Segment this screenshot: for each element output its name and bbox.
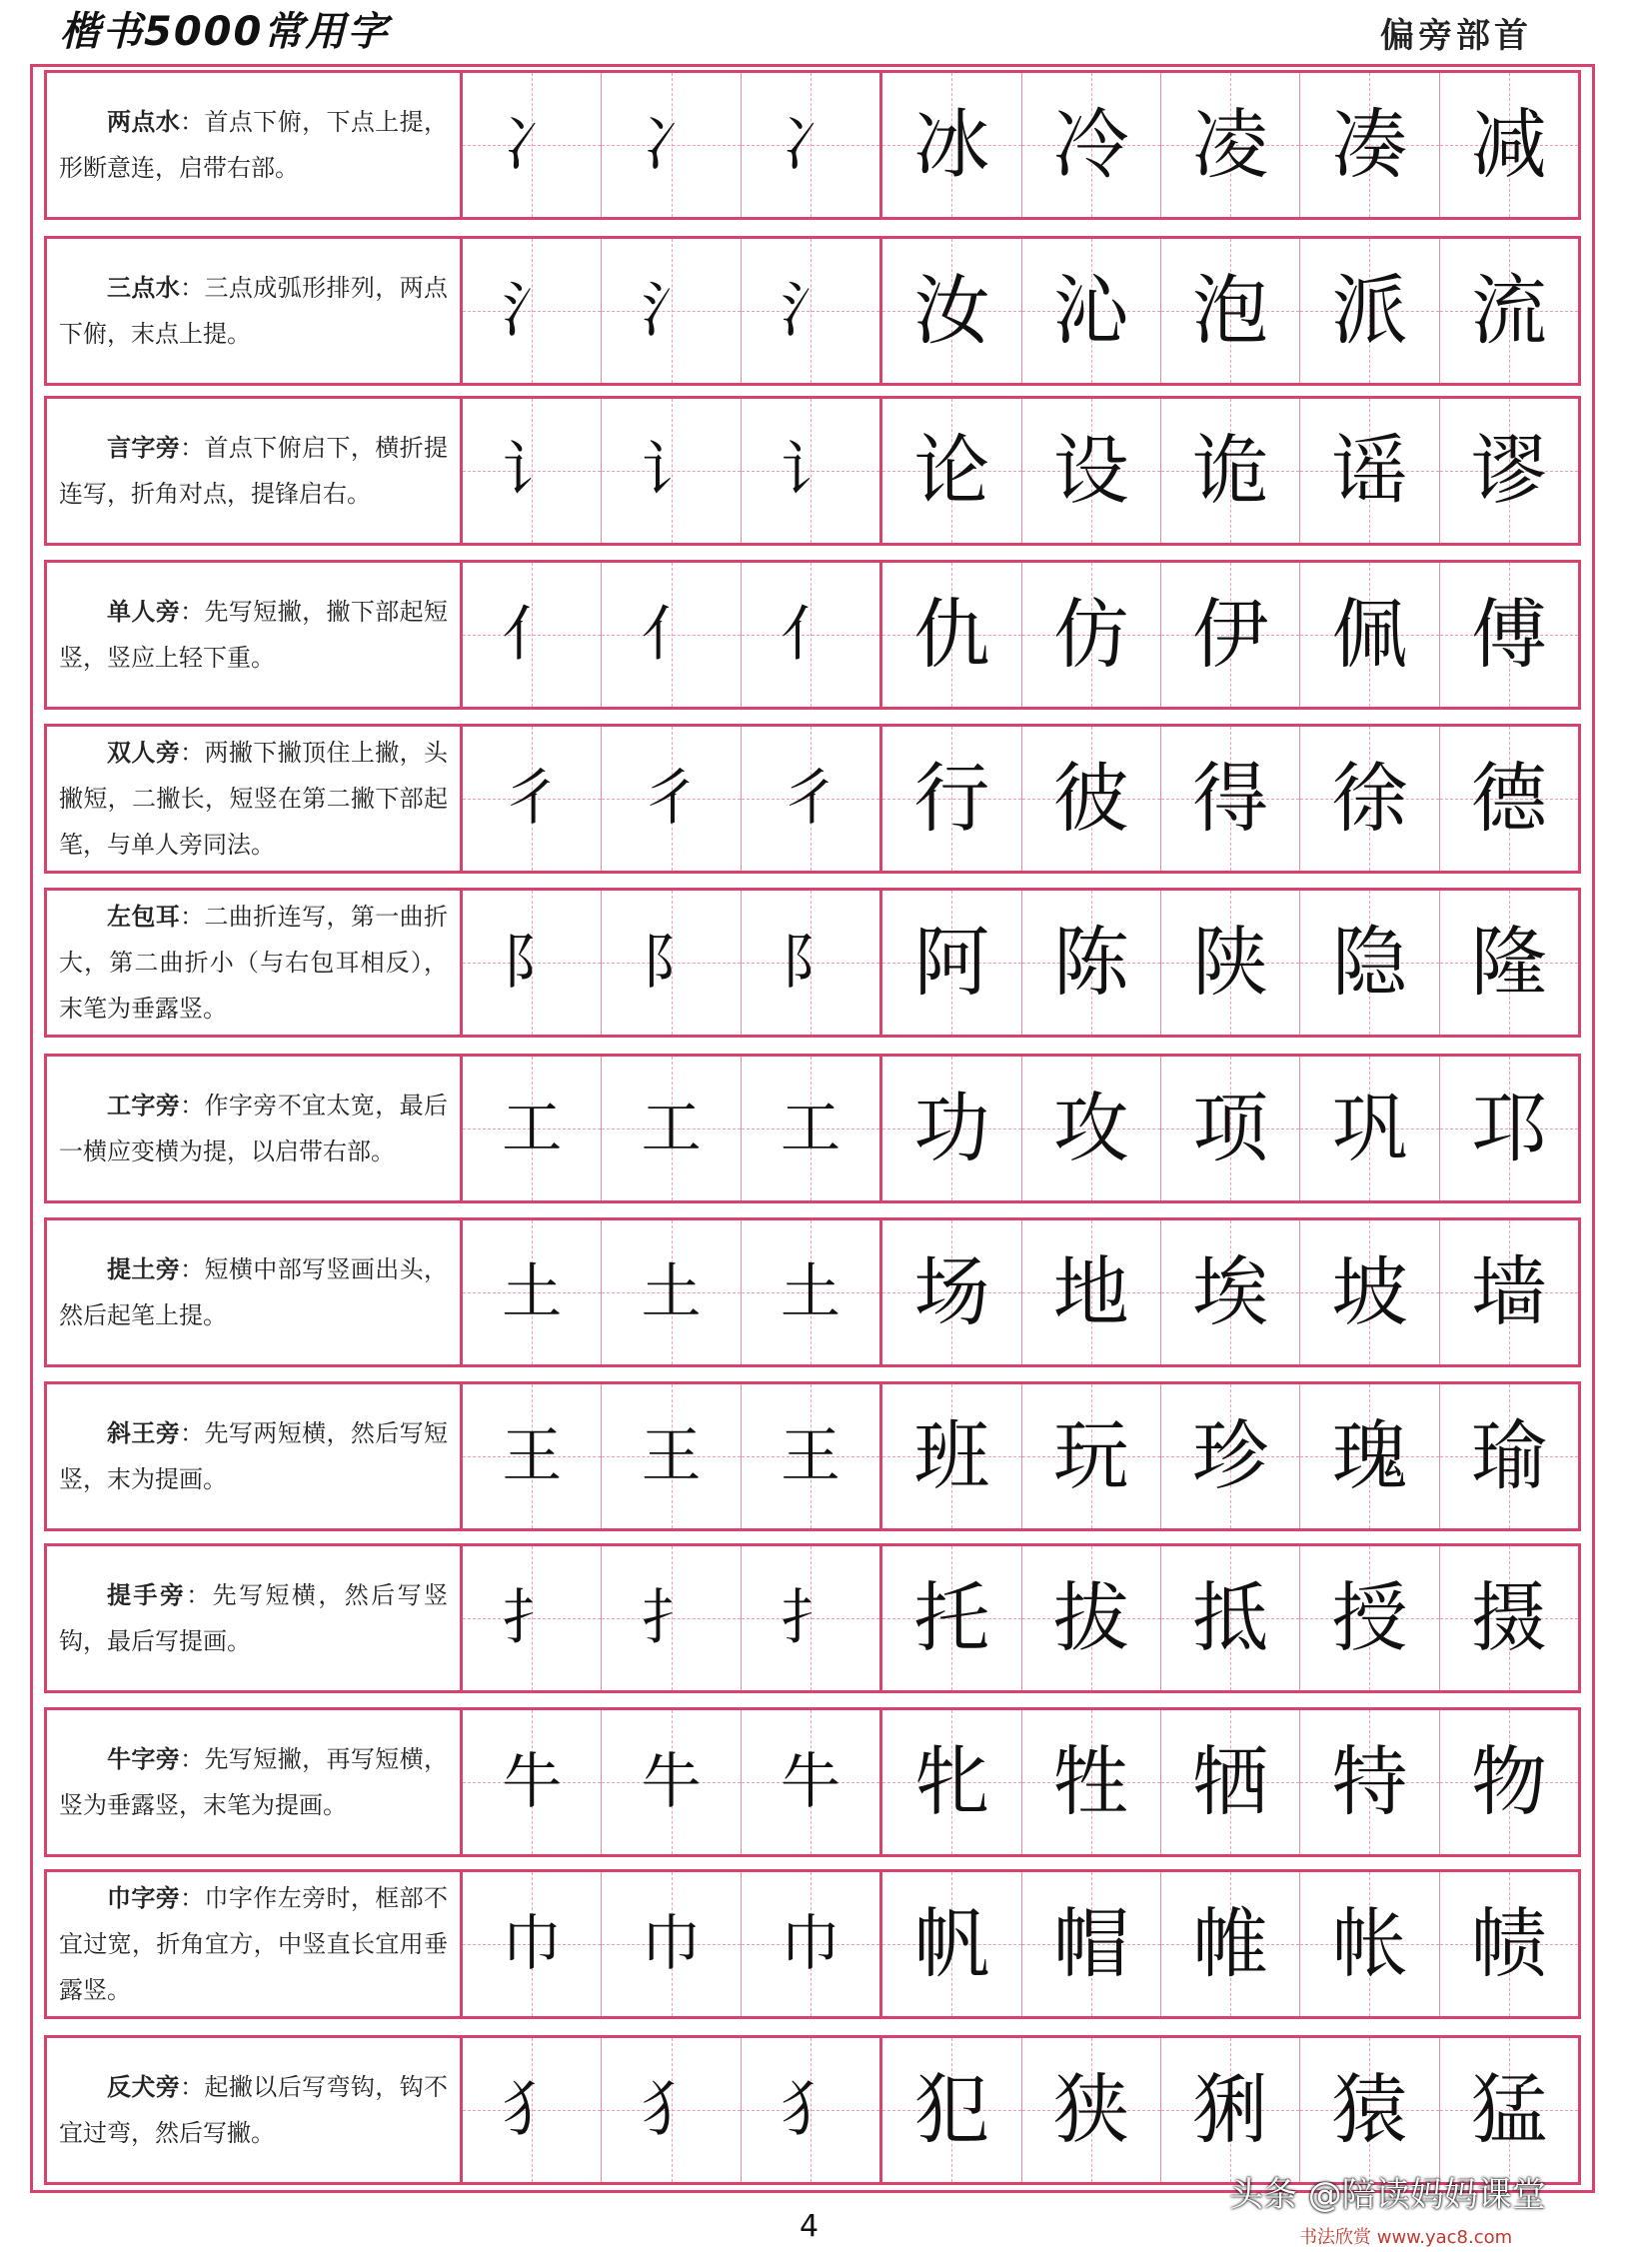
example-character: 谣 xyxy=(1331,426,1408,515)
radical-description xyxy=(47,239,463,383)
example-character-cell xyxy=(1022,1057,1161,1200)
radical-practice-cell xyxy=(602,1220,741,1364)
radical-name: 双人旁 xyxy=(107,739,181,767)
practice-row xyxy=(44,1869,1581,2019)
radical-rule-text: ：先写短撇，撇下部起短竖，竖应上轻下重。 xyxy=(59,598,449,672)
radical-glyph: 亻 xyxy=(502,600,563,670)
example-character-cell xyxy=(1300,1384,1439,1528)
radical-practice-cell xyxy=(463,1057,602,1200)
example-character-cell xyxy=(1440,563,1578,707)
radical-glyph: 王 xyxy=(641,1421,702,1491)
radical-description xyxy=(47,1710,463,1854)
example-character-cell xyxy=(882,1220,1021,1364)
example-character-cell xyxy=(1161,239,1300,383)
radical-name: 单人旁 xyxy=(107,598,181,626)
example-character: 托 xyxy=(913,1573,990,1662)
example-character-cell xyxy=(1022,239,1161,383)
example-character: 狭 xyxy=(1052,2065,1129,2154)
radical-name: 斜王旁 xyxy=(107,1419,181,1447)
radical-glyph: 土 xyxy=(502,1257,563,1327)
radical-practice-cell xyxy=(602,563,741,707)
radical-practice-cell xyxy=(463,1220,602,1364)
example-character: 隆 xyxy=(1470,918,1547,1007)
example-character: 班 xyxy=(913,1411,990,1500)
example-character-cell xyxy=(882,2038,1021,2182)
example-character-cell xyxy=(1022,563,1161,707)
example-character: 场 xyxy=(913,1247,990,1336)
radical-glyph: 扌 xyxy=(641,1583,702,1653)
example-character: 拔 xyxy=(1052,1573,1129,1662)
example-character-cell xyxy=(882,239,1021,383)
radical-name: 牛字旁 xyxy=(107,1745,181,1773)
example-character: 凑 xyxy=(1331,100,1408,189)
practice-row xyxy=(44,236,1581,386)
example-character: 玩 xyxy=(1052,1411,1129,1500)
radical-glyph: 牛 xyxy=(780,1747,840,1817)
example-character: 仿 xyxy=(1052,590,1129,679)
radical-practice-cell xyxy=(742,1710,882,1854)
radical-rule-text: ：首点下俯，下点上提，形断意连，启带右部。 xyxy=(59,108,449,182)
example-character-cell xyxy=(1300,563,1439,707)
radical-glyph: 巾 xyxy=(641,1909,702,1979)
radical-practice-cell xyxy=(602,1384,741,1528)
practice-row xyxy=(44,1217,1581,1367)
example-character: 猁 xyxy=(1192,2065,1269,2154)
section-title: 偏旁部首 xyxy=(1380,16,1532,56)
radical-glyph: 犭 xyxy=(641,2075,702,2145)
example-character: 猿 xyxy=(1331,2065,1408,2154)
radical-description xyxy=(47,1546,463,1690)
radical-rule-text: ：三点成弧形排列，两点下俯，末点上提。 xyxy=(59,274,449,348)
radical-description xyxy=(47,73,463,217)
radical-name: 工字旁 xyxy=(107,1092,181,1120)
radical-glyph: 牛 xyxy=(502,1747,563,1817)
radical-practice-cell xyxy=(602,73,741,217)
example-character: 彼 xyxy=(1052,754,1129,843)
example-character-cell xyxy=(1161,1546,1300,1690)
example-character: 帽 xyxy=(1052,1899,1129,1988)
radical-glyph: 冫 xyxy=(641,110,702,180)
example-character-cell xyxy=(1161,1057,1300,1200)
radical-glyph: 讠 xyxy=(780,436,840,506)
radical-practice-cell xyxy=(463,239,602,383)
radical-practice-cell xyxy=(742,73,882,217)
example-character-cell xyxy=(1022,73,1161,217)
example-character: 坡 xyxy=(1331,1247,1408,1336)
example-character-cell xyxy=(1161,399,1300,543)
radical-description xyxy=(47,563,463,707)
example-character: 地 xyxy=(1052,1247,1129,1336)
example-character: 牲 xyxy=(1052,1737,1129,1826)
example-character: 流 xyxy=(1470,266,1547,355)
page-number: 4 xyxy=(800,2209,820,2244)
example-character-cell xyxy=(1300,1710,1439,1854)
example-character: 得 xyxy=(1192,754,1269,843)
example-character-cell xyxy=(882,1057,1021,1200)
example-character-cell xyxy=(882,1872,1021,2016)
radical-practice-cell xyxy=(742,399,882,543)
example-character-cell xyxy=(1022,1546,1161,1690)
radical-practice-cell xyxy=(463,891,602,1035)
radical-rule-text: ：两撇下撇顶住上撇，头撇短，二撇长，短竖在第二撇下部起笔，与单人旁同法。 xyxy=(59,739,449,859)
example-character-cell xyxy=(1440,1872,1578,2016)
practice-row xyxy=(44,1543,1581,1693)
example-character-cell xyxy=(1440,727,1578,871)
radical-name: 巾字旁 xyxy=(107,1884,181,1912)
radical-glyph: 彳 xyxy=(780,764,840,834)
example-character: 帷 xyxy=(1192,1899,1269,1988)
radical-practice-cell xyxy=(742,1546,882,1690)
radical-glyph: 讠 xyxy=(641,436,702,506)
example-character-cell xyxy=(882,399,1021,543)
example-character: 墙 xyxy=(1470,1247,1547,1336)
example-character: 德 xyxy=(1470,754,1547,843)
radical-practice-cell xyxy=(742,563,882,707)
example-character-cell xyxy=(1300,1220,1439,1364)
radical-glyph: 巾 xyxy=(502,1909,563,1979)
example-character: 派 xyxy=(1331,266,1408,355)
radical-glyph: 犭 xyxy=(502,2075,563,2145)
example-character-cell xyxy=(1022,1384,1161,1528)
example-character: 犯 xyxy=(913,2065,990,2154)
example-character: 巩 xyxy=(1331,1084,1408,1172)
example-character: 帻 xyxy=(1470,1899,1547,1988)
radical-practice-cell xyxy=(742,239,882,383)
example-character: 徐 xyxy=(1331,754,1408,843)
example-character: 功 xyxy=(913,1084,990,1172)
radical-glyph: 亻 xyxy=(780,600,840,670)
example-character-cell xyxy=(1022,399,1161,543)
radical-practice-cell xyxy=(602,1057,741,1200)
radical-practice-cell xyxy=(463,1384,602,1528)
example-character-cell xyxy=(1440,1546,1578,1690)
example-character-cell xyxy=(1161,563,1300,707)
example-character-cell xyxy=(1300,399,1439,543)
radical-description xyxy=(47,727,463,871)
radical-glyph: 工 xyxy=(780,1094,840,1163)
radical-rule-text: ：先写两短横，然后写短竖，末为提画。 xyxy=(59,1419,449,1493)
radical-glyph: 阝 xyxy=(641,928,702,998)
radical-glyph: 氵 xyxy=(502,276,563,346)
radical-glyph: 扌 xyxy=(502,1583,563,1653)
example-character: 谬 xyxy=(1470,426,1547,515)
example-character-cell xyxy=(1161,1872,1300,2016)
radical-rule-text: ：起撇以后写弯钩，钩不宜过弯，然后写撇。 xyxy=(59,2073,449,2147)
example-character-cell xyxy=(1161,73,1300,217)
example-character-cell xyxy=(1022,2038,1161,2182)
example-character-cell xyxy=(1440,1710,1578,1854)
example-character: 瑜 xyxy=(1470,1411,1547,1500)
practice-row xyxy=(44,560,1581,710)
radical-rule-text: ：短横中部写竖画出头，然后起笔上提。 xyxy=(59,1255,449,1329)
example-character-cell xyxy=(1440,1220,1578,1364)
example-character-cell xyxy=(882,1384,1021,1528)
example-character-cell xyxy=(1300,1546,1439,1690)
radical-description xyxy=(47,1384,463,1528)
radical-description xyxy=(47,2038,463,2182)
example-character-cell xyxy=(882,891,1021,1035)
example-character: 陈 xyxy=(1052,918,1129,1007)
radical-practice-cell xyxy=(463,2038,602,2182)
example-character: 冷 xyxy=(1052,100,1129,189)
example-character: 特 xyxy=(1331,1737,1408,1826)
radical-practice-cell xyxy=(742,727,882,871)
example-character-cell xyxy=(1161,727,1300,871)
radical-glyph: 工 xyxy=(502,1094,563,1163)
radical-glyph: 氵 xyxy=(641,276,702,346)
example-character: 阿 xyxy=(913,918,990,1007)
practice-row xyxy=(44,396,1581,546)
example-character: 行 xyxy=(913,754,990,843)
radical-glyph: 王 xyxy=(780,1421,840,1491)
radical-practice-cell xyxy=(602,1710,741,1854)
example-character-cell xyxy=(1440,1384,1578,1528)
radical-rule-text: ：先写短横，然后写竖钩，最后写提画。 xyxy=(59,1581,448,1655)
radical-glyph: 王 xyxy=(502,1421,563,1491)
radical-description xyxy=(47,1057,463,1200)
example-character-cell xyxy=(1300,891,1439,1035)
practice-row xyxy=(44,888,1581,1038)
example-character-cell xyxy=(1300,1057,1439,1200)
example-character-cell xyxy=(1161,891,1300,1035)
radical-rule-text: ：二曲折连写，第一曲折大，第二曲折小（与右包耳相反），末笔为垂露竖。 xyxy=(59,903,449,1023)
radical-practice-cell xyxy=(602,1546,741,1690)
example-character: 傅 xyxy=(1470,590,1547,679)
practice-row xyxy=(44,1381,1581,1531)
practice-row xyxy=(44,2035,1581,2185)
example-character: 佩 xyxy=(1331,590,1408,679)
radical-practice-cell xyxy=(602,2038,741,2182)
example-character-cell xyxy=(1022,1220,1161,1364)
example-character: 伊 xyxy=(1192,590,1269,679)
example-character: 物 xyxy=(1470,1737,1547,1826)
example-character-cell xyxy=(1022,1872,1161,2016)
radical-glyph: 牛 xyxy=(641,1747,702,1817)
radical-glyph: 犭 xyxy=(780,2075,840,2145)
radical-name: 三点水 xyxy=(107,274,181,302)
radical-practice-cell xyxy=(742,891,882,1035)
radical-practice-cell xyxy=(463,563,602,707)
example-character: 埃 xyxy=(1192,1247,1269,1336)
radical-glyph: 阝 xyxy=(780,928,840,998)
example-character-cell xyxy=(1300,1872,1439,2016)
example-character: 牺 xyxy=(1192,1737,1269,1826)
radical-rule-text: ：首点下俯启下，横折提连写，折角对点，提锋启右。 xyxy=(59,434,449,508)
radical-practice-cell xyxy=(463,1872,602,2016)
radical-rule-text: ：巾字作左旁时，框部不宜过宽，折角宜方，中竖直长宜用垂露竖。 xyxy=(59,1884,449,2004)
example-character: 诡 xyxy=(1192,426,1269,515)
example-character-cell xyxy=(1300,727,1439,871)
example-character: 邛 xyxy=(1470,1084,1547,1172)
radical-description xyxy=(47,1220,463,1364)
example-character: 牝 xyxy=(913,1737,990,1826)
example-character-cell xyxy=(1161,1710,1300,1854)
example-character: 汝 xyxy=(913,266,990,355)
example-character: 珍 xyxy=(1192,1411,1269,1500)
example-character-cell xyxy=(1440,1057,1578,1200)
example-character: 隐 xyxy=(1331,918,1408,1007)
radical-description xyxy=(47,399,463,543)
radical-name: 反犬旁 xyxy=(107,2073,181,2101)
example-character-cell xyxy=(1161,1220,1300,1364)
example-character: 项 xyxy=(1192,1084,1269,1172)
radical-name: 左包耳 xyxy=(107,903,181,931)
example-character: 攻 xyxy=(1052,1084,1129,1172)
radical-glyph: 土 xyxy=(641,1257,702,1327)
example-character-cell xyxy=(882,1546,1021,1690)
radical-glyph: 工 xyxy=(641,1094,702,1163)
example-character-cell xyxy=(1300,73,1439,217)
radical-description xyxy=(47,891,463,1035)
example-character: 摄 xyxy=(1470,1573,1547,1662)
example-character-cell xyxy=(1022,891,1161,1035)
radical-practice-cell xyxy=(742,1872,882,2016)
example-character-cell xyxy=(1440,239,1578,383)
radical-practice-cell xyxy=(463,1546,602,1690)
example-character-cell xyxy=(1300,2038,1439,2182)
radical-name: 言字旁 xyxy=(107,434,181,462)
practice-row xyxy=(44,1054,1581,1203)
practice-row xyxy=(44,1707,1581,1857)
radical-glyph: 讠 xyxy=(502,436,563,506)
radical-glyph: 彳 xyxy=(502,764,563,834)
book-title: 楷书5000常用字 xyxy=(60,9,390,55)
radical-practice-cell xyxy=(463,399,602,543)
example-character-cell xyxy=(882,1710,1021,1854)
example-character-cell xyxy=(1440,399,1578,543)
example-character: 论 xyxy=(913,426,990,515)
example-character-cell xyxy=(1022,727,1161,871)
radical-name: 两点水 xyxy=(107,108,181,136)
example-character-cell xyxy=(1161,2038,1300,2182)
example-character-cell xyxy=(1022,1710,1161,1854)
example-character: 瑰 xyxy=(1331,1411,1408,1500)
radical-glyph: 彳 xyxy=(641,764,702,834)
example-character: 抵 xyxy=(1192,1573,1269,1662)
example-character-cell xyxy=(1300,239,1439,383)
radical-glyph: 阝 xyxy=(502,928,563,998)
radical-rule-text: ：先写短撇，再写短横，竖为垂露竖，末笔为提画。 xyxy=(59,1745,449,1819)
radical-practice-cell xyxy=(463,73,602,217)
example-character-cell xyxy=(1440,73,1578,217)
radical-glyph: 氵 xyxy=(780,276,840,346)
radical-practice-cell xyxy=(602,727,741,871)
practice-row xyxy=(44,70,1581,220)
radical-rule-text: ：作字旁不宜太宽，最后一横应变横为提，以启带右部。 xyxy=(59,1092,449,1165)
example-character: 帆 xyxy=(913,1899,990,1988)
watermark: 头条 @陪读妈妈课堂 xyxy=(1229,2175,1546,2215)
radical-practice-cell xyxy=(602,1872,741,2016)
radical-practice-cell xyxy=(602,399,741,543)
radical-glyph: 冫 xyxy=(502,110,563,180)
example-character-cell xyxy=(882,563,1021,707)
example-character: 授 xyxy=(1331,1573,1408,1662)
example-character: 设 xyxy=(1052,426,1129,515)
example-character: 沁 xyxy=(1052,266,1129,355)
radical-practice-cell xyxy=(742,1220,882,1364)
radical-practice-cell xyxy=(742,1384,882,1528)
radical-practice-cell xyxy=(602,891,741,1035)
example-character: 猛 xyxy=(1470,2065,1547,2154)
radical-practice-cell xyxy=(742,1057,882,1200)
example-character: 泡 xyxy=(1192,266,1269,355)
site-url: 书法欣赏 www.yac8.com xyxy=(1299,2227,1513,2248)
example-character-cell xyxy=(882,727,1021,871)
radical-glyph: 扌 xyxy=(780,1583,840,1653)
example-character-cell xyxy=(1440,2038,1578,2182)
radical-name: 提土旁 xyxy=(107,1255,181,1283)
radical-glyph: 亻 xyxy=(641,600,702,670)
example-character: 仇 xyxy=(913,590,990,679)
example-character: 帐 xyxy=(1331,1899,1408,1988)
example-character: 陕 xyxy=(1192,918,1269,1007)
radical-name: 提手旁 xyxy=(107,1581,187,1609)
example-character-cell xyxy=(1440,891,1578,1035)
example-character-cell xyxy=(1161,1384,1300,1528)
radical-description xyxy=(47,1872,463,2016)
radical-practice-cell xyxy=(602,239,741,383)
radical-practice-cell xyxy=(742,2038,882,2182)
radical-glyph: 土 xyxy=(780,1257,840,1327)
radical-practice-cell xyxy=(463,727,602,871)
example-character: 凌 xyxy=(1192,100,1269,189)
practice-row xyxy=(44,724,1581,874)
radical-practice-cell xyxy=(463,1710,602,1854)
example-character-cell xyxy=(882,73,1021,217)
radical-glyph: 巾 xyxy=(780,1909,840,1979)
radical-glyph: 冫 xyxy=(780,110,840,180)
example-character: 冰 xyxy=(913,100,990,189)
example-character: 减 xyxy=(1470,100,1547,189)
